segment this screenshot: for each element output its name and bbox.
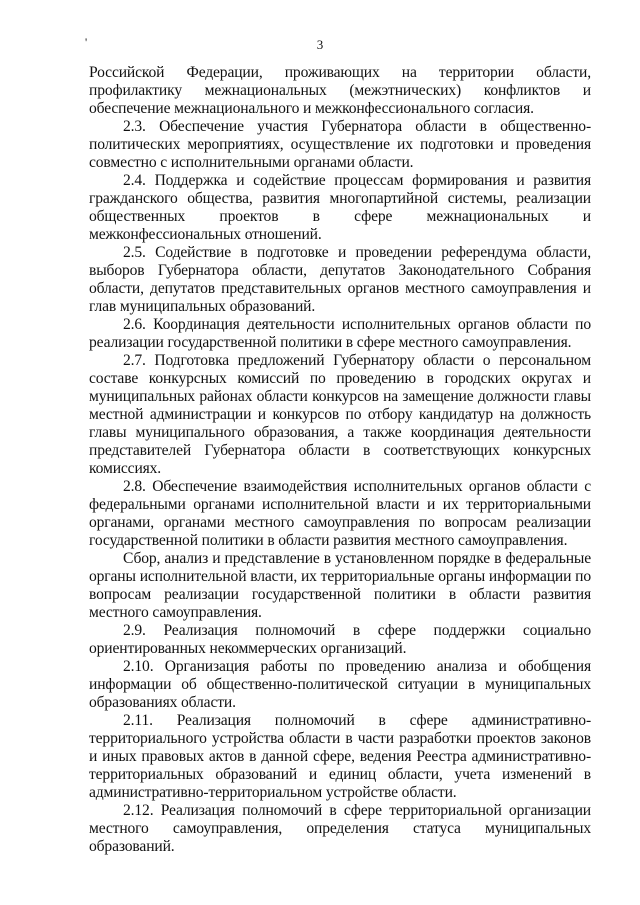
paragraph-continuation: Российской Федерации, проживающих на территории области, профилактику межнациональных (межэтнических) конфликтов и обеспечение межнационального и межконфессионального согласия. [89, 64, 591, 117]
paragraph-2-5: 2.5. Содействие в подготовке и проведении референдума области, выборов Губернатора области, депутатов Законодательного Собрания области, депутатов представительных органов местного самоуправления и глав муниципальных образований. [89, 244, 591, 315]
paragraph-2-3: 2.3. Обеспечение участия Губернатора области в общественно-политических мероприятиях, осуществление их подготовки и проведения совместно с исполнительными органами области. [89, 118, 591, 171]
paragraph-2-9: 2.9. Реализация полномочий в сфере поддержки социально ориентированных некоммерческих организаций. [89, 622, 591, 657]
paragraph-2-7: 2.7. Подготовка предложений Губернатору области о персональном составе конкурсных комиссий по проведению в городских округах и муниципальных районах области конкурсов на замещение должности главы местной администрации и конкурсов по отбору кандидатур на должность главы муниципального образования, а также координация деятельности представителей Губернатора области в соответствующих конкурсных комиссиях. [89, 352, 591, 477]
paragraph-2-10: 2.10. Организация работы по проведению анализа и обобщения информации об общественно-политической ситуации в муниципальных образованиях области. [89, 658, 591, 711]
paragraph-2-11: 2.11. Реализация полномочий в сфере административно-территориального устройства области в части разработки проектов законов и иных правовых актов в данной сфере, ведения Реестра административно-территориальных образований и единиц области, учета изменений в административно-территориальном устройстве области. [89, 712, 591, 801]
page-number: 3 [316, 37, 324, 52]
paragraph-2-8-collection: Сбор, анализ и представление в установленном порядке в федеральные органы исполнительной власти, их территориальные органы информации по вопросам реализации государственной политики в области развития местного самоуправления. [89, 550, 591, 621]
corner-mark: ' [85, 35, 88, 49]
paragraph-2-4: 2.4. Поддержка и содействие процессам формирования и развития гражданского общества, развития многопартийной системы, реализации общественных проектов в сфере межнациональных и межконфессиональных отношений. [89, 172, 591, 243]
paragraph-2-12: 2.12. Реализация полномочий в сфере территориальной организации местного самоуправления, определения статуса муниципальных образований. [89, 802, 591, 855]
paragraph-2-8: 2.8. Обеспечение взаимодействия исполнительных органов области с федеральными органами исполнительной власти и их территориальными органами, органами местного самоуправления по вопросам реализации государственной политики в области развития местного самоуправления. [89, 478, 591, 549]
document-body [89, 64, 591, 856]
paragraph-2-6: 2.6. Координация деятельности исполнительных органов области по реализации государственной политики в сфере местного самоуправления. [89, 316, 591, 351]
